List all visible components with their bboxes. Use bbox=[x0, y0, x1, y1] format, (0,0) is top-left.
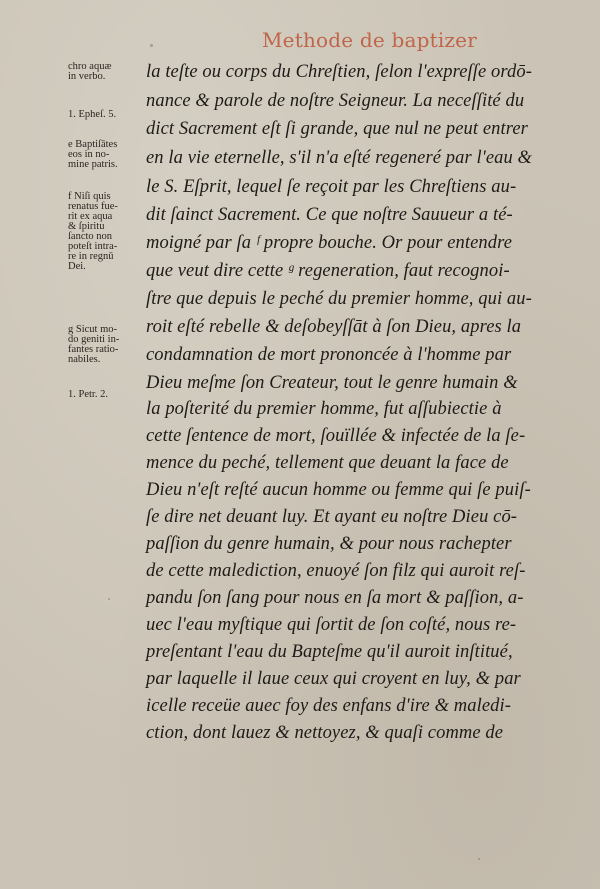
text-line: pandu ſon ſang pour nous en ſa mort & paſſion, a- bbox=[146, 588, 524, 608]
margin-note: 1. Petr. 2. bbox=[68, 389, 108, 400]
text-line: paſſion du genre humain, & pour nous rachepter bbox=[146, 534, 512, 554]
text-line: Dieu meſme ſon Createur, tout le genre humain & bbox=[146, 373, 518, 393]
text-line: la poſterité du premier homme, fut aſſubiectie à bbox=[146, 399, 502, 419]
text-line: icelle receüe auec foy des enfans d'ire & maledi- bbox=[146, 696, 512, 716]
text-line: la teſte ou corps du Chreſtien, ſelon l'expreſſe ordō- bbox=[146, 62, 532, 82]
margin-note: g Sicut mo- do geniti in- fantes ratio- nabiles. bbox=[68, 324, 120, 365]
margin-note: e Baptiſātes eos in no- mine patris. bbox=[68, 139, 118, 170]
text-line: mence du peché, tellement que deuant la face de bbox=[146, 453, 509, 473]
text-line: dit ſainct Sacrement. Ce que noſtre Sauueur a té- bbox=[146, 205, 513, 225]
text-line: uec l'eau myſtique qui ſortit de ſon coſté, nous re- bbox=[146, 615, 517, 635]
text-line: ſe dire net deuant luy. Et ayant eu noſtre Dieu cō- bbox=[146, 507, 518, 527]
text-line: que veut dire cette ᵍ regeneration, faut recognoi- bbox=[146, 261, 510, 281]
text-line: dict Sacrement eſt ſi grande, que nul ne peut entrer bbox=[146, 119, 528, 139]
text-line: cette ſentence de mort, ſouïllée & infectée de la ſe- bbox=[146, 426, 526, 446]
text-line: par laquelle il laue ceux qui croyent en luy, & par bbox=[146, 669, 521, 689]
text-line: nance & parole de noſtre Seigneur. La neceſſité du bbox=[146, 91, 525, 111]
margin-note: chro aquæ in verbo. bbox=[68, 61, 112, 82]
margin-note: f Niſi quis renatus fue- rit ex aqua & ſpiritu ſancto non poteſt intra- re in regnū Dei. bbox=[68, 191, 118, 272]
text-line: Dieu n'eſt reſté aucun homme ou femme qui ſe puiſ- bbox=[146, 480, 531, 500]
text-line: ction, dont lauez & nettoyez, & quaſi comme de bbox=[146, 723, 504, 743]
text-line: de cette malediction, enuoyé ſon filz qui auroit reſ- bbox=[146, 561, 526, 581]
paper-speck bbox=[150, 44, 153, 47]
margin-note: 1. Epheſ. 5. bbox=[68, 109, 117, 120]
text-line: preſentant l'eau du Bapteſme qu'il auroit inſtitué, bbox=[146, 642, 513, 662]
paper-speck bbox=[478, 858, 480, 860]
text-line: ſtre que depuis le peché du premier homme, qui au- bbox=[146, 289, 532, 309]
paper-speck bbox=[108, 598, 110, 600]
text-line: roit eſté rebelle & deſobeyſſāt à ſon Dieu, apres la bbox=[146, 317, 522, 337]
text-line: moigné par ſa ᶠ propre bouche. Or pour entendre bbox=[146, 233, 513, 253]
text-line: le S. Eſprit, lequel ſe reçoit par les Chreſtiens au- bbox=[146, 177, 517, 197]
text-line: en la vie eternelle, s'il n'a eſté regeneré par l'eau & bbox=[146, 148, 533, 168]
text-line: condamnation de mort prononcée à l'homme par bbox=[146, 345, 512, 365]
running-head: Methode de baptizer bbox=[262, 28, 477, 52]
